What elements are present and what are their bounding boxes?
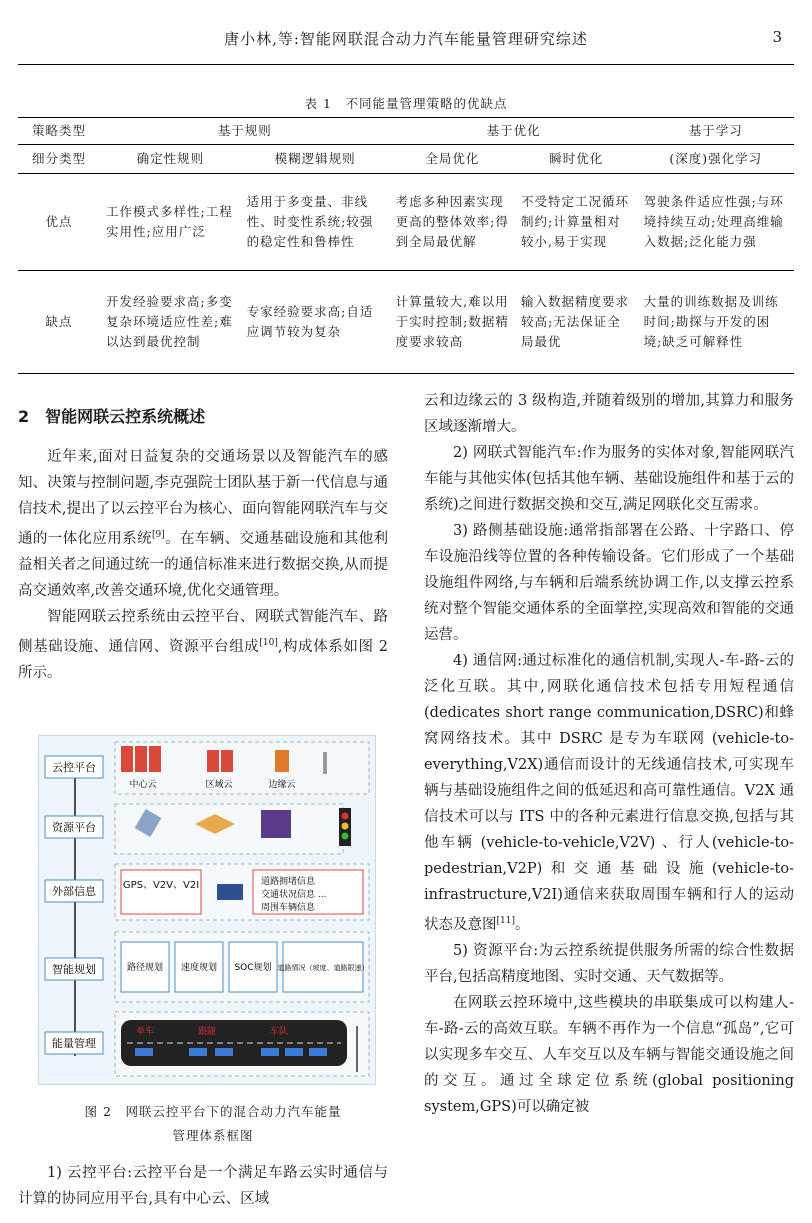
advantage-cell: 考虑多种因素实现更高的整体效率;得到全局最优解 (390, 174, 515, 271)
disadvantage-cell: 输入数据精度要求较高;无法保证全局最优 (515, 271, 638, 374)
strategy-table (18, 117, 794, 374)
table-header-row (18, 118, 794, 145)
disadvantage-cell: 专家经验要求高;自适应调节较为复杂 (241, 271, 390, 374)
figure-2-diagram (38, 735, 376, 1085)
page-number: 3 (772, 28, 782, 46)
left-column (18, 388, 388, 686)
scenario-label: 车队 (269, 1027, 289, 1037)
plan-box: 路径规划 (126, 963, 164, 973)
disadvantage-cell: 计算量较大,难以用于实时控制;数据精度要求较高 (390, 271, 515, 374)
row-label: 资源平台 (52, 821, 96, 834)
subtype-cell: 全局优化 (390, 145, 515, 174)
table-disadvantage-row (18, 271, 794, 374)
subtype-cell: 瞬时优化 (515, 145, 638, 174)
col-type-header: 策略类型 (18, 118, 100, 145)
body-paragraph (18, 444, 388, 604)
cloud-label: 边缘云 (268, 780, 296, 790)
subtype-label: 细分类型 (18, 145, 100, 174)
body-paragraph: 云和边缘云的 3 级构造,并随着级别的增加,其算力和服务区域逐渐增大。 (424, 393, 794, 435)
header-rule (18, 64, 794, 65)
advantage-cell: 不受特定工况循环制约;计算量相对较小,易于实现 (515, 174, 638, 271)
device-icon (217, 884, 243, 900)
group-header-rule: 基于规则 (100, 118, 390, 145)
advantage-cell: 适用于多变量、非线性、时变性系统;较强的稳定性和鲁棒性 (241, 174, 390, 271)
plan-box: 道路情况（坡度、道路限速） (277, 964, 369, 972)
subtype-cell: 确定性规则 (100, 145, 241, 174)
body-paragraph: 5) 资源平台:为云控系统提供服务所需的综合性数据平台,包括高精度地图、实时交通、天气数据等。 (424, 942, 794, 985)
row-label: 云控平台 (52, 761, 96, 774)
caption-line: 管理体系框图 (172, 1128, 254, 1143)
body-paragraph: 3) 路侧基础设施:通常指部署在公路、十字路口、停车设施沿线等位置的各种传输设备。它们形成了一个基础设施组件网络,与车辆和后端系统协调工作,以支撑云控系统对整个智能交通体系的全面掌控,实现高效和智能的交通运营。 (424, 523, 794, 643)
advantage-label: 优点 (18, 174, 100, 271)
section-heading: 2 智能网联云控系统概述 (18, 407, 206, 426)
subtype-cell: 模糊逻辑规则 (241, 145, 390, 174)
running-header (0, 28, 812, 58)
body-paragraph (424, 648, 794, 938)
table-advantage-row (18, 174, 794, 271)
body-paragraph: 1) 云控平台:云控平台是一个满足车路云实时通信与计算的协同应用平台,具有中心云、区域 (18, 1165, 388, 1207)
plan-box: 速度规划 (180, 963, 218, 973)
subtype-cell: (深度)强化学习 (638, 145, 794, 174)
para-text: 。 (514, 916, 530, 933)
body-paragraph (18, 604, 388, 686)
system-diagram-svg (39, 736, 375, 1084)
plan-box: SOC规划 (234, 963, 272, 973)
running-title: 唐小林,等:智能网联混合动力汽车能量管理研究综述 (224, 30, 588, 48)
body-paragraph: 在网联云控环境中,这些模块的串联集成可以构建人-车-路-云的高效互联。车辆不再作为一个信息“孤岛”,它可以实现多车交互、人车交互以及车辆与智能交通设施之间的交互。通过全球定位系统(global positioning system,GPS)可以确定被 (424, 994, 794, 1115)
row-label: 能量管理 (52, 1037, 96, 1050)
row-label-boxes (45, 756, 103, 1054)
caption-line: 图 2 网联云控平台下的混合动力汽车能量 (84, 1104, 342, 1119)
disadvantage-label: 缺点 (18, 271, 100, 374)
left-bottom-text (18, 1160, 388, 1212)
right-column (424, 388, 794, 1120)
group-header-opt: 基于优化 (390, 118, 638, 145)
citation: [10] (259, 637, 278, 648)
para-text: 智能网联云控系统由云控平台、网联式智能汽车、路侧基础设施、通信网、资源平台组成 (18, 608, 388, 655)
table-caption: 表 1 不同能量管理策略的优缺点 (304, 96, 508, 111)
para-text: 。在车辆、交通基础设施和其他利益相关者之间通过统一的通信标准来进行数据交换,从而提高交通效率,改善交通环境,优化交通管理。 (18, 530, 388, 599)
scenario-label: 跟随 (197, 1027, 217, 1037)
signal-text: GPS、V2V、V2I (122, 880, 200, 891)
para-text: ,构成体系如图 2 所示。 (18, 638, 388, 681)
disadvantage-cell: 开发经验要求高;多变复杂环境适应性差;难以达到最优控制 (100, 271, 241, 374)
para-text: 近年来,面对日益复杂的交通场景以及智能汽车的感知、决策与控制问题,李克强院士团队基于新一代信息与通信技术,提出了以云控平台为核心、面向智能网联汽车与交通的一体化应用系统 (18, 449, 388, 547)
scenario-label: 单车 (135, 1027, 155, 1037)
para-text: 4) 通信网:通过标准化的通信机制,实现人-车-路-云的泛化互联。其中,网联化通信技术包括专用短程通信(dedicates short range communication,DSRC)和蜂窝网络技术。其中 DSRC 是专为车联网 (vehicle-to-everything,V2X)通信而设计的无线通信技术,可实现车辆与基础设施组件之间的低延迟和高可靠性通信。V2X 通信技术可以与 ITS 中的各种元素进行信息交换,包括与其他车辆 (vehicle-to-vehicle,V2V) 、行人(vehicle-to-pedestrian,V2P)和交通基础设施(vehicle-to-infrastructure,V2I)通信来获取周围车辆和行人的运动状态及意图 (424, 653, 794, 933)
info-item: 交通状况信息 ... (261, 890, 327, 900)
row-label: 智能规划 (52, 963, 96, 976)
disadvantage-cell: 大量的训练数据及训练时间;勘探与开发的困境;缺乏可解释性 (638, 271, 794, 374)
cloud-label: 区域云 (205, 780, 233, 790)
citation: [9] (151, 530, 165, 540)
table-subtype-row (18, 145, 794, 174)
citation: [11] (496, 916, 515, 926)
info-item: 道路拥堵信息 (261, 877, 316, 887)
body-paragraph: 2) 网联式智能汽车:作为服务的实体对象,智能网联汽车能与其他实体(包括其他车辆、基础设施组件和基于云的系统)之间进行数据交换和交互,满足网联化交互需求。 (424, 445, 794, 513)
advantage-cell: 驾驶条件适应性强;与环境持续互动;处理高维输入数据;泛化能力强 (638, 174, 794, 271)
cloud-label: 中心云 (129, 780, 157, 790)
figure-caption (18, 1100, 408, 1148)
advantage-cell: 工作模式多样性;工程实用性;应用广泛 (100, 174, 241, 271)
info-item: 周围车辆信息 (261, 903, 316, 913)
row-label: 外部信息 (52, 885, 96, 898)
group-header-learn: 基于学习 (638, 118, 794, 145)
